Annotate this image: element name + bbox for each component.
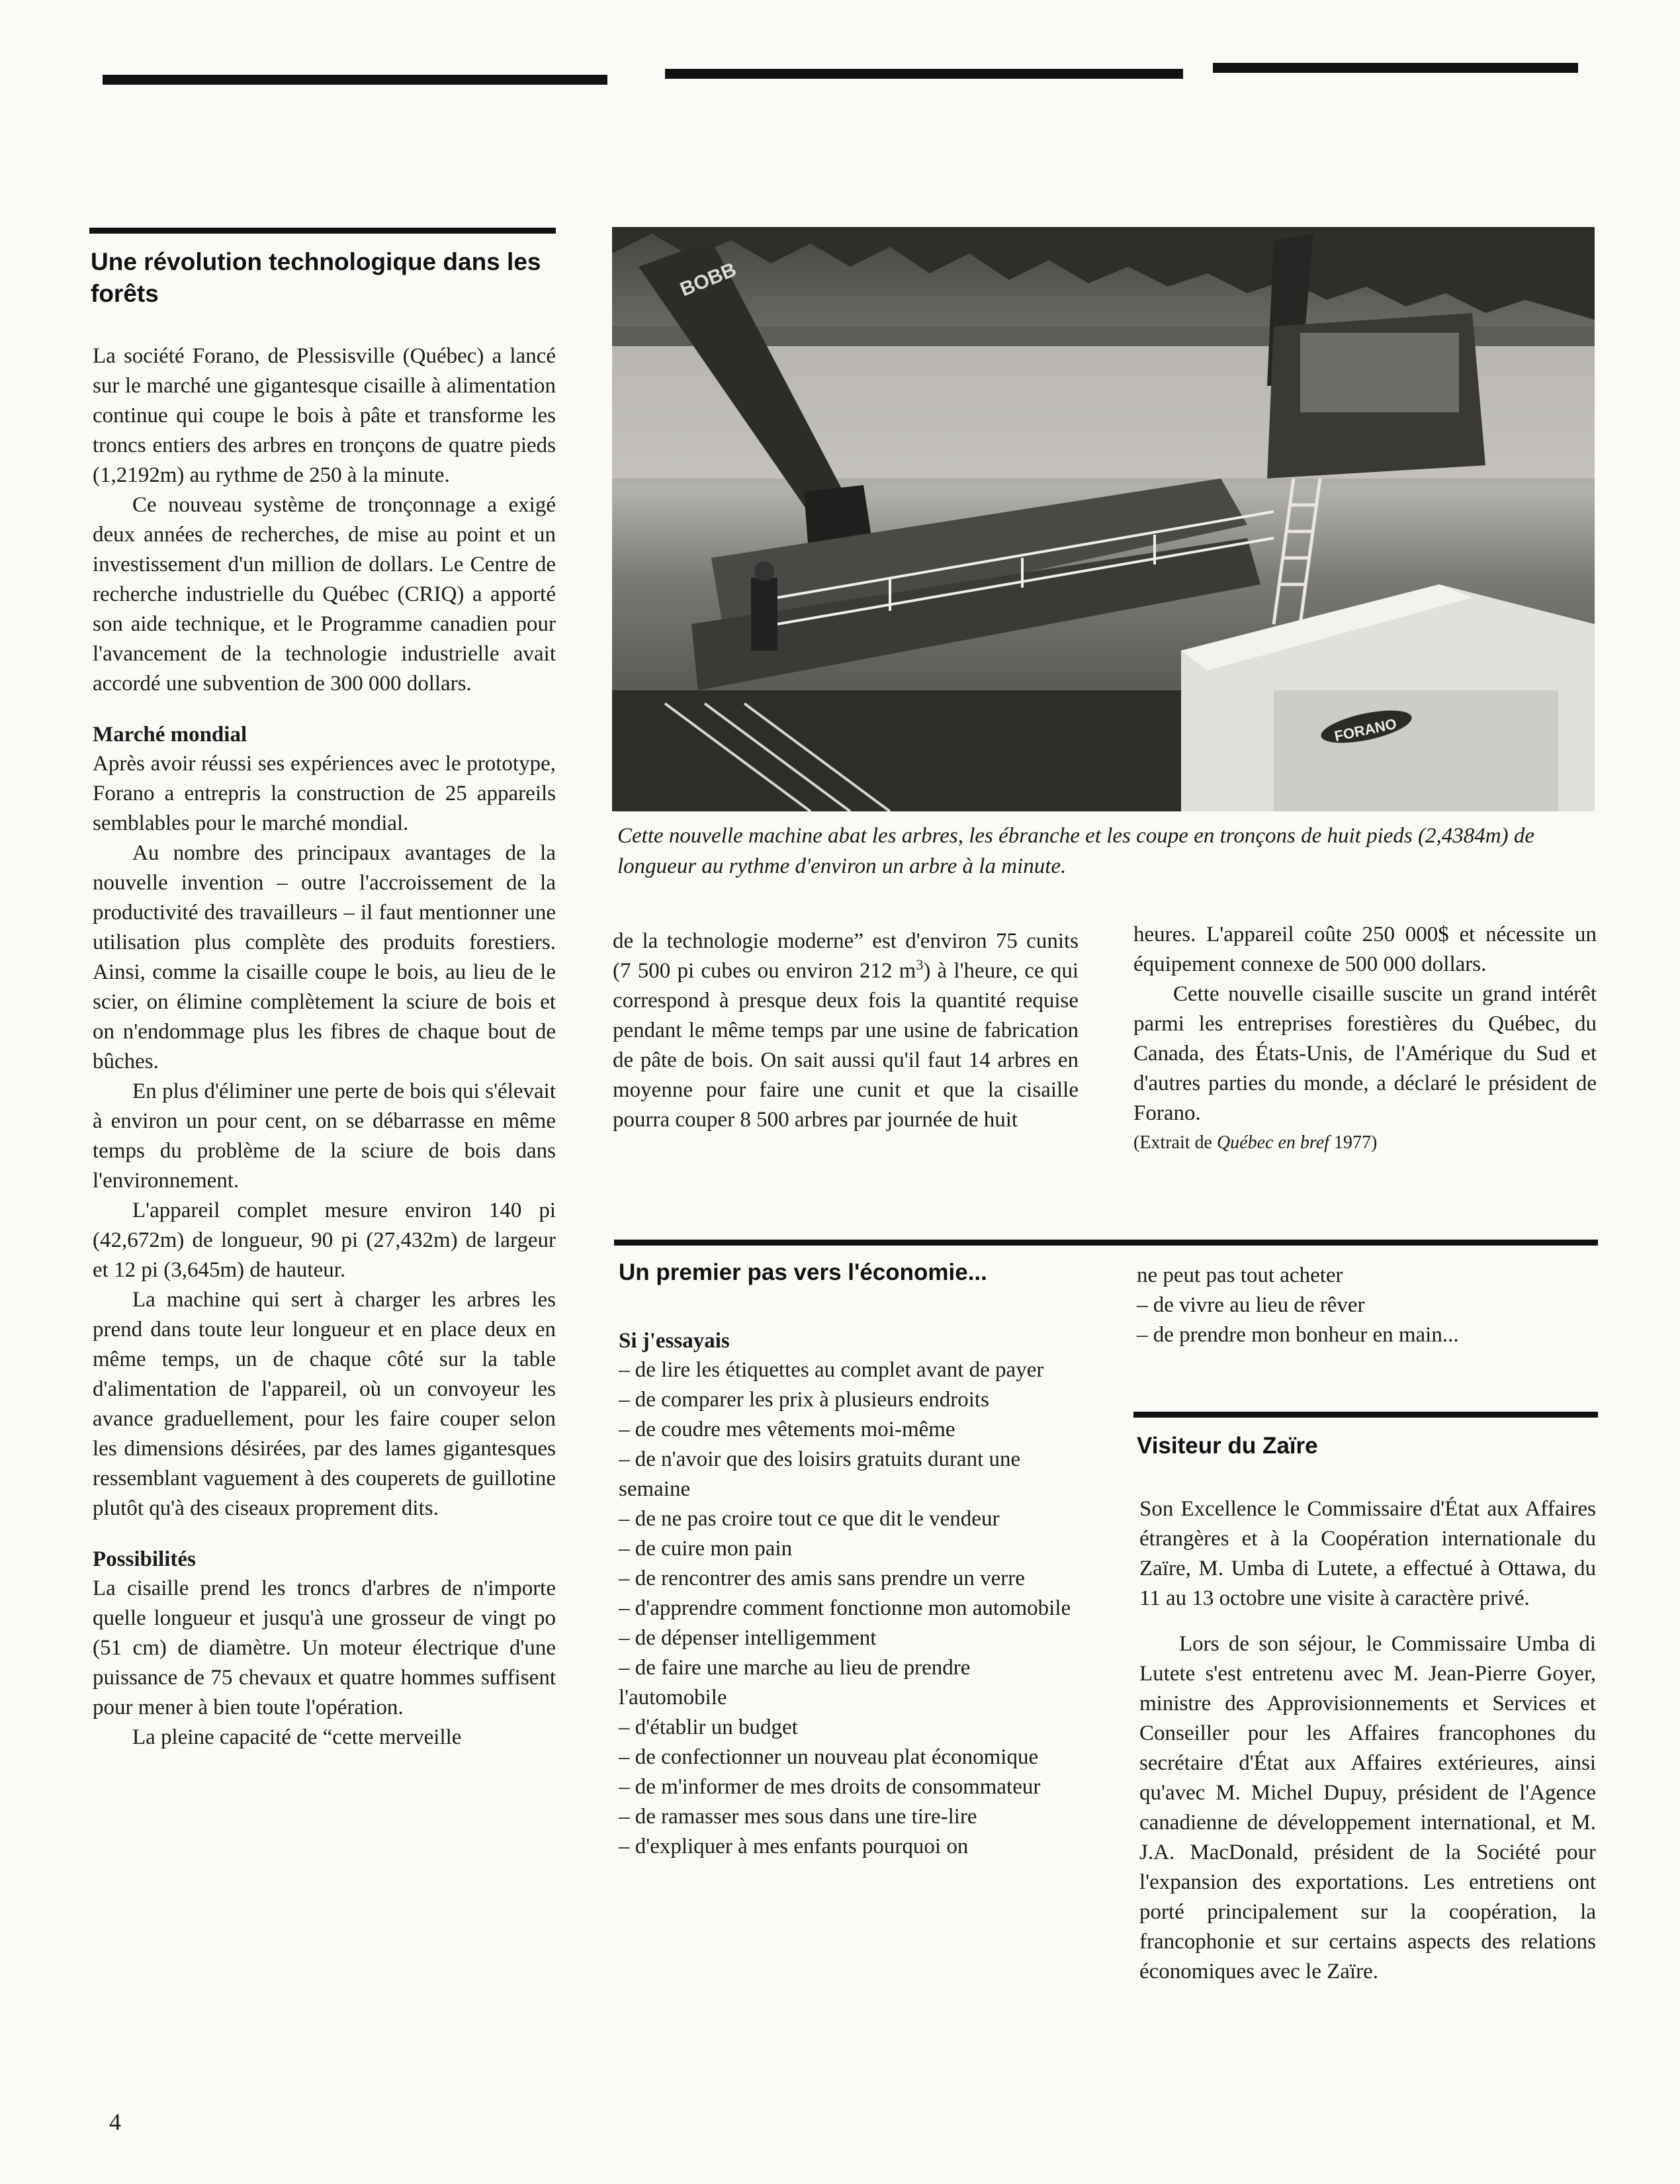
- economy-item-4: – de n'avoir que des loisirs gratuits durant une semaine: [619, 1447, 1021, 1501]
- economy-item-12: – de confectionner un nouveau plat économique: [619, 1745, 1039, 1769]
- economy-item-6: – de cuire mon pain: [619, 1537, 793, 1561]
- marche-paragraph-1: Après avoir réussi ses expériences avec le prototype, Forano a entrepris la construction de 25 appareils semblables pour le marché mondial.: [93, 752, 556, 835]
- article3-column: [1139, 1494, 1596, 1987]
- article2-title-box: [619, 1257, 1082, 1288]
- economy-item-8: – d'apprendre comment fonctionne mon automobile: [619, 1596, 1071, 1620]
- marche-paragraph-3: En plus d'éliminer une perte de bois qui s'élevait à environ un pour cent, on se débarrasse en même temps du problème de la sciure de bois dans l'environnement.: [93, 1079, 556, 1193]
- article2-rule: [614, 1240, 1598, 1246]
- economy-item-13: – de m'informer de mes droits de consommateur: [619, 1775, 1041, 1799]
- article1-paragraph-1: La société Forano, de Plessisville (Québec) a lancé sur le marché une gigantesque cisaille à alimentation continue qui coupe le bois à pâte et transforme les troncs entiers des arbres en tronçons de quatre pieds (1,2192m) au rythme de 250 à la minute.: [93, 344, 556, 487]
- economy-item-5: – de ne pas croire tout ce que dit le vendeur: [619, 1507, 1000, 1531]
- article2-subtitle: Si j'essayais: [619, 1329, 730, 1353]
- top-rule-right: [1213, 63, 1578, 73]
- marche-paragraph-5: La machine qui sert à charger les arbres les prend dans toute leur longueur et en place deux en même temps, un de chaque côté sur la table d'alimentation de l'appareil, où un convoyeur les avance graduellement, pour les faire couper selon les dimensions désirées, par des lames gigantesques ressemblant vaguement à des couperets de guillotine plutôt qu'à des ciseaux proprement dits.: [93, 1288, 556, 1520]
- article3-title-box: [1137, 1431, 1593, 1461]
- credit-source: Québec en bref: [1216, 1132, 1329, 1153]
- page-number: 4: [109, 2109, 121, 2135]
- economy-continued-item-2: – de vivre au lieu de rêver: [1137, 1293, 1365, 1317]
- article2-column-left: [619, 1326, 1082, 1862]
- continuation-mid-text-2: ) à l'heure, ce qui correspond à presque deux fois la quantité requise pendant le même temps par une usine de fabrication de pâte de bois. On sait aussi qu'il faut 14 arbres en moyenne pour faire une cunit et que la cisaille pourra couper 8 500 arbres par journée de huit: [613, 959, 1079, 1132]
- continuation-mid-text-1: de la technologie moderne” est d'environ 75 cunits (7 500 pi cubes ou environ 212 m: [613, 929, 1079, 983]
- article3-paragraph-1: Son Excellence le Commissaire d'État aux Affaires étrangères et à la Coopération internationale du Zaïre, M. Umba di Lutete, a effectué à Ottawa, du 11 au 13 octobre une visite à caractère privé.: [1139, 1497, 1596, 1610]
- economy-continued-item-3: – de prendre mon bonheur en main...: [1137, 1323, 1459, 1347]
- photo-forano-plate-label: FORANO: [1333, 715, 1398, 745]
- top-rule-left: [103, 75, 607, 85]
- economy-item-7: – de rencontrer des amis sans prendre un verre: [619, 1567, 1025, 1590]
- forestry-machine-photo: [612, 227, 1595, 811]
- article1-column-left: [93, 341, 556, 1752]
- economy-item-1: – de lire les étiquettes au complet avant de payer: [619, 1358, 1044, 1382]
- article2-column-right: [1137, 1261, 1600, 1350]
- section-heading-marche-mondial: Marché mondial: [93, 723, 247, 747]
- photo-caption-text: Cette nouvelle machine abat les arbres, les ébranche et les coupe en tronçons de huit pieds (2,4384m) de longueur au rythme d'environ un arbre à la minute.: [617, 824, 1534, 878]
- cubic-superscript: 3: [916, 956, 924, 973]
- section-heading-possibilites: Possibilités: [93, 1547, 196, 1571]
- article1-title: Une révolution technologique dans les forêts: [91, 248, 541, 307]
- article1-rule: [89, 228, 556, 234]
- economy-item-9: – de dépenser intelligemment: [619, 1626, 877, 1650]
- marche-paragraph-4: L'appareil complet mesure environ 140 pi (42,672m) de longueur, 90 pi (27,432m) de largeur et 12 pi (3,645m) de hauteur.: [93, 1199, 556, 1282]
- photo-caption: [617, 821, 1597, 882]
- possibilites-paragraph-1: La cisaille prend les troncs d'arbres de n'importe quelle longueur et jusqu'à une grosseur de vingt po (51 cm) de diamètre. Un moteur électrique d'une puissance de 75 chevaux et quatre hommes suffisent pour mener à bien toute l'opération.: [93, 1576, 556, 1719]
- article3-rule: [1133, 1412, 1598, 1418]
- economy-item-3: – de coudre mes vêtements moi-même: [619, 1418, 955, 1441]
- continuation-right-paragraph-2: Cette nouvelle cisaille suscite un grand intérêt parmi les entreprises forestières du Québec, du Canada, des États-Unis, de l'Amérique du Sud et d'autres parties du monde, a déclaré le président de Forano.: [1133, 982, 1597, 1125]
- possibilites-paragraph-2: La pleine capacité de “cette merveille: [132, 1725, 462, 1749]
- article3-paragraph-2: Lors de son séjour, le Commissaire Umba di Lutete s'est entretenu avec M. Jean-Pierre Goyer, ministre des Approvisionnements et Services et Conseiller pour les Affaires francophones du secrétaire d'État aux Affaires extérieures, ainsi qu'avec M. Michel Dupuy, président de l'Agence canadienne de développement international, et M. J.A. MacDonald, président de la Société pour l'expansion des exportations. Les entretiens ont porté principalement sur la coopération, la francophonie et sur certains aspects des relations économiques avec le Zaïre.: [1139, 1632, 1596, 1983]
- economy-item-11: – d'établir un budget: [619, 1715, 798, 1739]
- economy-item-10: – de faire une marche au lieu de prendre l'automobile: [619, 1656, 971, 1709]
- source-credit: [1133, 1128, 1597, 1158]
- continuation-mid-paragraph: [613, 927, 1079, 1135]
- economy-item-14: – de ramasser mes sous dans une tire-lire: [619, 1805, 977, 1829]
- credit-prefix: (Extrait de: [1133, 1132, 1217, 1153]
- economy-item-2: – de comparer les prix à plusieurs endroits: [619, 1388, 989, 1412]
- article1-title-box: [91, 246, 567, 310]
- top-rule-center: [665, 69, 1183, 79]
- marche-paragraph-2: Au nombre des principaux avantages de la nouvelle invention – outre l'accroissement de la productivité des travailleurs – il faut mentionner une utilisation plus complète des produits forestiers. Ainsi, comme la cisaille coupe le bois, au lieu de le scier, on élimine complètement la sciure de bois et on n'endommage plus les fibres de chaque bout de bûches.: [93, 841, 556, 1073]
- continuation-right-paragraph-1: heures. L'appareil coûte 250 000$ et nécessite un équipement connexe de 500 000 dollars.: [1133, 923, 1597, 976]
- article1-column-middle: [613, 927, 1079, 1135]
- article2-title: Un premier pas vers l'économie...: [619, 1259, 987, 1285]
- forestry-machine-illustration: [612, 227, 1595, 811]
- photo-boom-label: BOBB: [677, 258, 740, 301]
- article1-column-right: [1133, 920, 1597, 1158]
- credit-suffix: 1977): [1329, 1132, 1378, 1153]
- economy-continued-item-1: ne peut pas tout acheter: [1137, 1263, 1343, 1287]
- article3-title: Visiteur du Zaïre: [1137, 1433, 1318, 1459]
- economy-item-15: – d'expliquer à mes enfants pourquoi on: [619, 1835, 969, 1858]
- article1-paragraph-2: Ce nouveau système de tronçonnage a exigé deux années de recherches, de mise au point et un investissement d'un million de dollars. Le Centre de recherche industrielle du Québec (CRIQ) a apporté son aide technique, et le Programme canadien pour l'avancement de la technologie industrielle avait accordé une subvention de 300 000 dollars.: [93, 493, 556, 696]
